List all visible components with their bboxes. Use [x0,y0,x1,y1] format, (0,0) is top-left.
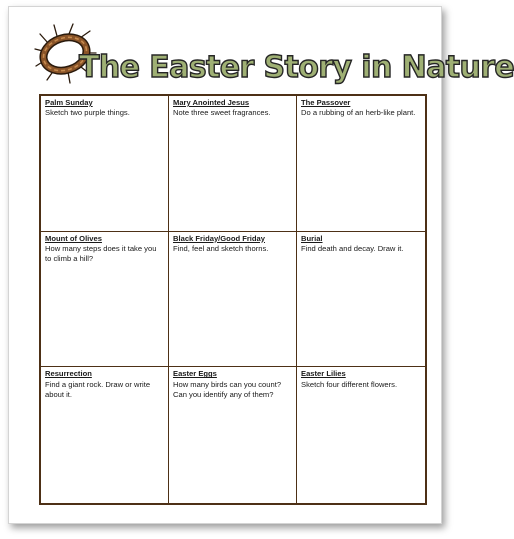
cell-heading: Black Friday/Good Friday [173,233,265,243]
cell-instruction: Find, feel and sketch thorns. [173,244,269,254]
cell-heading: Mount of Olives [45,233,102,243]
activity-cell-mount-of-olives [41,232,169,368]
cell-heading: Easter Eggs [173,369,217,379]
cell-instruction: How many birds can you count? Can you identify any of them? [173,379,282,400]
cell-instruction: How many steps does it take you to climb a hill? [45,244,157,264]
cell-instruction: Do a rubbing of an herb-like plant. [301,108,416,118]
cell-heading: Palm Sunday [45,98,93,107]
cell-instruction: Find death and decay. Draw it. [301,244,404,254]
activity-grid [39,94,427,505]
cell-heading: Mary Anointed Jesus [173,98,250,107]
activity-cell-resurrection [41,367,169,503]
cell-heading: Burial [301,233,323,243]
cell-instruction: Sketch four different flowers. [301,379,398,389]
cell-heading: The Passover [301,98,351,107]
activity-cell-mary-anointed-jesus [169,96,297,232]
cell-heading: Easter Lilies [301,369,346,379]
activity-cell-easter-lilies [297,367,425,503]
cell-instruction: Sketch two purple things. [45,108,130,118]
activity-cell-the-passover [297,96,425,232]
cell-instruction: Note three sweet fragrances. [173,108,271,118]
activity-cell-burial [297,232,425,368]
activity-cell-easter-eggs [169,367,297,503]
worksheet-page [8,6,514,524]
cell-instruction: Find a giant rock. Draw or write about it. [45,379,151,400]
activity-cell-good-friday [169,232,297,368]
page-title: The Easter Story in Nature [79,50,514,85]
activity-cell-palm-sunday [41,96,169,232]
cell-heading: Resurrection [45,369,92,379]
